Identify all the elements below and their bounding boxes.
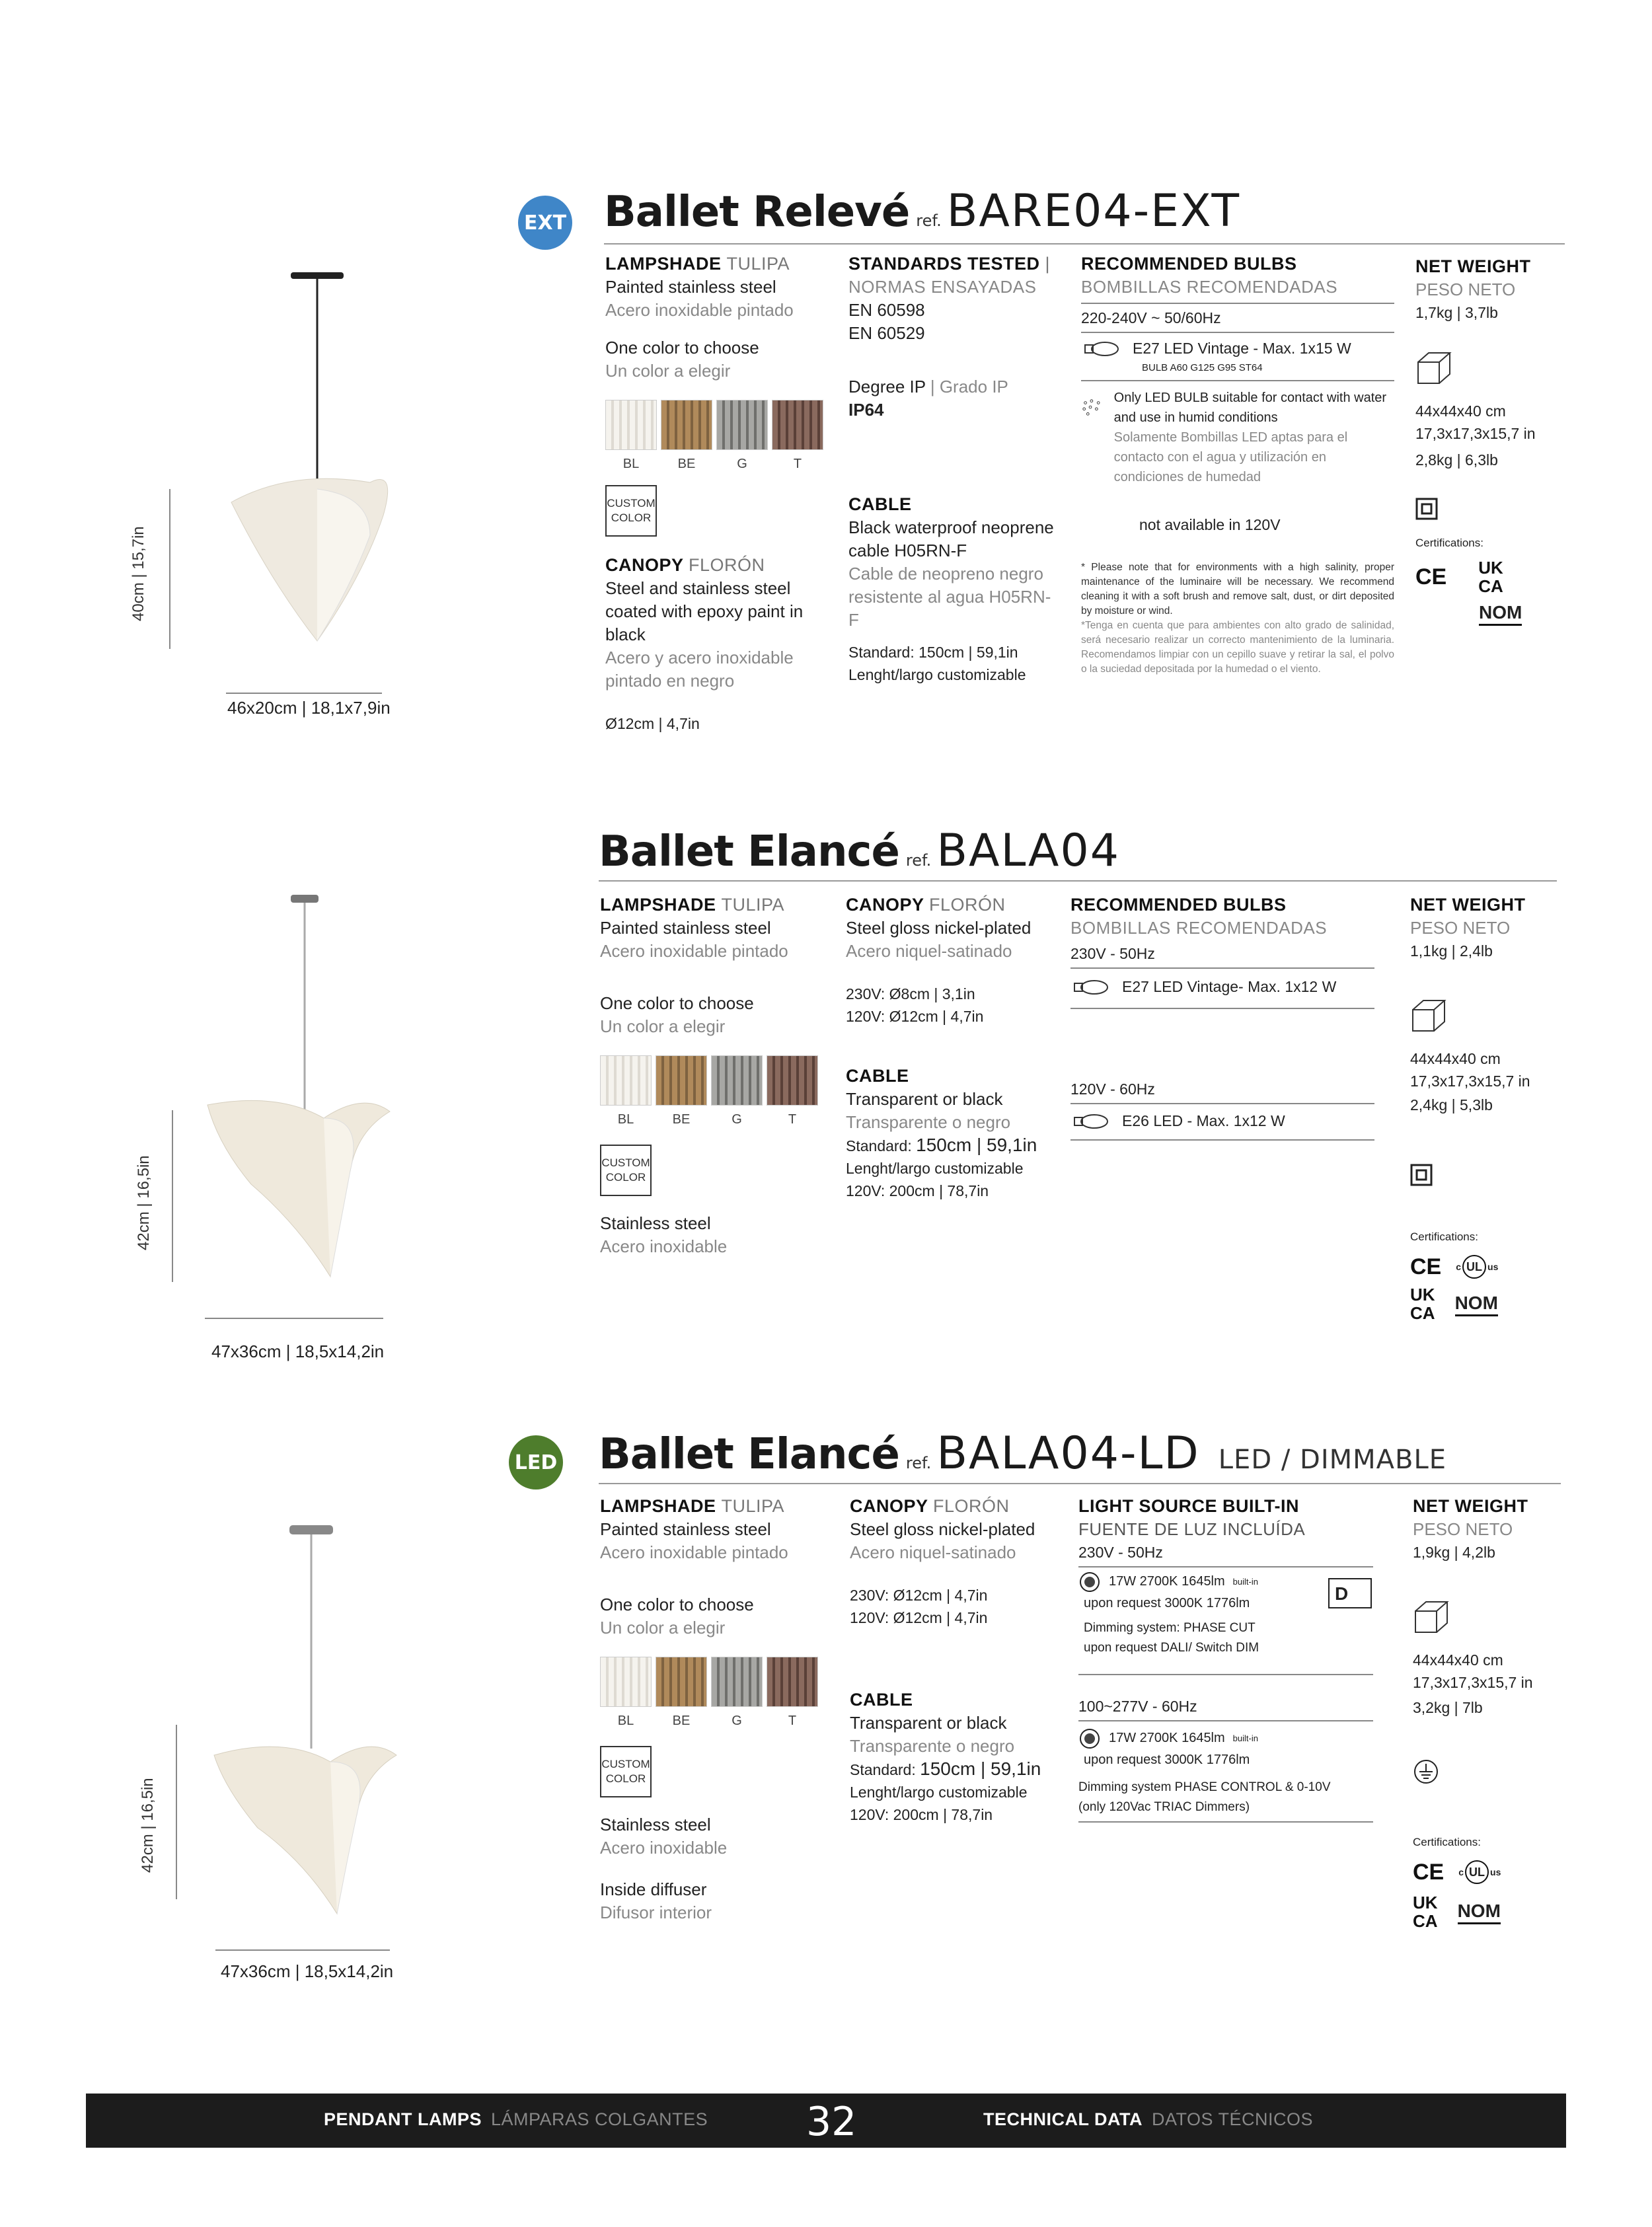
nom-mark-icon: NOM: [1479, 601, 1522, 626]
cable-standard-120: 120V: 200cm | 78,7in: [850, 1806, 993, 1823]
canopy-material-es: Acero y acero inoxidable pintado en negro: [605, 648, 794, 691]
led-spec-row: 17W 2700K 1645lm built-in: [1078, 1727, 1373, 1750]
swatch-white[interactable]: [600, 1055, 652, 1106]
cable-desc-es: Transparente o negro: [846, 1112, 1011, 1132]
cable-length: Lenght/largo customizable: [850, 1784, 1028, 1801]
cable-heading: CABLE: [848, 494, 912, 514]
ukca-mark-icon: UK CA: [1413, 1893, 1438, 1931]
class2-icon: [1415, 498, 1438, 520]
canopy-material: Steel and stainless steel coated with epoxy paint in black: [605, 578, 804, 644]
cable-desc: Transparent or black: [850, 1713, 1007, 1733]
diffuser-es: Difusor interior: [600, 1903, 712, 1922]
swatch-labels: BL BE G T: [617, 1714, 797, 1728]
cable-desc: Black waterproof neoprene cable H05RN-F: [848, 517, 1054, 560]
weight-col: [1410, 893, 1562, 1322]
color-swatches: [605, 400, 823, 450]
cul-us-mark-icon: c UL us: [1456, 1255, 1498, 1279]
box-weight: 2,8kg | 6,3lb: [1415, 451, 1498, 469]
color-choice-es: Un color a elegir: [605, 361, 731, 381]
canopy-heading: CANOPY FLORÓN: [846, 895, 1006, 915]
cable-heading: CABLE: [846, 1066, 909, 1086]
canopy-dim-230: 230V: Ø8cm | 3,1in: [846, 985, 975, 1002]
standard-1: EN 60598: [848, 300, 925, 320]
dimming-230: Dimming system: PHASE CUT: [1084, 1621, 1256, 1635]
cable-standard: Standard: 150cm | 59,1in: [850, 1758, 1041, 1779]
page-number: 32: [806, 2099, 857, 2145]
voltage: 220-240V ~ 50/60Hz: [1081, 309, 1221, 326]
ext-badge: EXT: [518, 196, 572, 250]
net-weight: 1,9kg | 4,2lb: [1413, 1544, 1495, 1561]
led-badge: LED: [509, 1435, 563, 1490]
cable-desc-es: Cable de neopreno negro resistente al agua H05RN-F: [848, 564, 1051, 630]
width-dimension: 46x20cm | 18,1x7,9in: [227, 698, 391, 718]
color-choice-es: Un color a elegir: [600, 1016, 726, 1036]
canopy-material: Steel gloss nickel-plated: [846, 918, 1032, 938]
title-rule: [599, 1483, 1561, 1484]
weight-heading: NET WEIGHT: [1415, 256, 1531, 276]
lampshade-heading: LAMPSHADE TULIPA: [605, 254, 790, 274]
salinity-note-es: *Tenga en cuenta que para ambientes con alto grado de salinidad, será necesario realizar un correcto mantenimiento de la luminaria. Recomendamos limpiar con un cepillo suave y retirar la sal, el polvo o la suciedad depositada por la humedad o el viento.: [1081, 620, 1394, 675]
bulbs-heading-es: BOMBILLAS RECOMENDADAS: [1070, 918, 1328, 938]
cable-length: Lenght/largo customizable: [846, 1160, 1024, 1177]
swatch-labels: BL BE G T: [617, 1112, 797, 1127]
swatch-grey[interactable]: [711, 1657, 763, 1707]
bulb-icon: [1070, 978, 1113, 997]
bulbs-heading: RECOMMENDED BULBS: [1081, 254, 1297, 274]
bulb-row: E27 LED Vintage - Max. 1x15 W: [1081, 337, 1394, 360]
height-dim-line: [176, 1725, 177, 1899]
width-dimension: 47x36cm | 18,5x14,2in: [221, 1961, 394, 1981]
weight-heading-es: PESO NETO: [1413, 1519, 1513, 1539]
cable-heading: CABLE: [850, 1690, 913, 1710]
dimming-230-alt: upon request DALI/ Switch DIM: [1084, 1641, 1259, 1655]
product-title: [604, 185, 1240, 237]
bulb-row: E27 LED Vintage- Max. 1x12 W: [1070, 975, 1374, 999]
product-code: BALA04: [936, 825, 1120, 877]
bulbs-heading-es: BOMBILLAS RECOMENDADAS: [1081, 277, 1338, 297]
product-name: Ballet Relevé: [604, 188, 910, 237]
certifications-label: Certifications:: [1410, 1230, 1478, 1243]
canopy-dim-230: 230V: Ø12cm | 4,7in: [850, 1587, 988, 1604]
lamp-image: [205, 1524, 416, 1920]
dali-badge-icon: D: [1328, 1578, 1372, 1608]
led-chip-icon: [1078, 1727, 1101, 1750]
color-choice: One color to choose: [605, 338, 759, 358]
color-choice-es: Un color a elegir: [600, 1618, 726, 1638]
cul-us-mark-icon: c UL us: [1458, 1860, 1501, 1884]
custom-color-option[interactable]: CUSTOM COLOR: [600, 1145, 652, 1196]
standards-col: [848, 252, 1060, 686]
color-choice: One color to choose: [600, 993, 754, 1013]
canopy-material-es: Acero niquel-satinado: [850, 1542, 1016, 1562]
net-weight: 1,7kg | 3,7lb: [1415, 304, 1498, 321]
title-rule: [599, 880, 1557, 882]
diffuser: Inside diffuser: [600, 1879, 707, 1899]
material: Painted stainless steel: [600, 918, 771, 938]
box-size: 44x44x40 cm: [1413, 1651, 1503, 1669]
net-weight: 1,1kg | 2,4lb: [1410, 942, 1493, 960]
canopy-dimension: Ø12cm | 4,7in: [605, 715, 700, 732]
bulb-icon: [1070, 1112, 1113, 1131]
custom-color-option[interactable]: CUSTOM COLOR: [600, 1746, 652, 1797]
height-dimension: 42cm | 16,5in: [139, 1778, 157, 1873]
lampshade-heading: LAMPSHADE TULIPA: [600, 895, 785, 915]
stainless-steel-es: Acero inoxidable: [600, 1236, 728, 1256]
swatch-beige[interactable]: [661, 400, 712, 450]
upon-request-230: upon request 3000K 1776lm: [1084, 1596, 1250, 1610]
stainless-steel: Stainless steel: [600, 1815, 711, 1834]
lampshade-heading: LAMPSHADE TULIPA: [600, 1496, 785, 1516]
led-spec-row: 17W 2700K 1645lm built-in: [1078, 1570, 1373, 1593]
swatch-white[interactable]: [600, 1657, 652, 1707]
voltage-120: 120V - 60Hz: [1070, 1080, 1155, 1098]
dimming-us-note: (only 120Vac TRIAC Dimmers): [1078, 1800, 1250, 1814]
swatch-terracotta[interactable]: [772, 400, 823, 450]
box-size-in: 17,3x17,3x15,7 in: [1413, 1674, 1533, 1691]
box-weight: 2,4kg | 5,3lb: [1410, 1096, 1493, 1114]
color-choice: One color to choose: [600, 1595, 754, 1614]
voltage-us: 100~277V - 60Hz: [1078, 1698, 1197, 1715]
lamp-image: [198, 893, 410, 1290]
canopy-dim-120: 120V: Ø12cm | 4,7in: [850, 1609, 988, 1626]
custom-color-option[interactable]: CUSTOM COLOR: [605, 485, 657, 537]
swatch-beige[interactable]: [656, 1657, 707, 1707]
light-source-col: [1078, 1495, 1373, 1825]
bulbs-heading: RECOMMENDED BULBS: [1070, 895, 1287, 915]
width-dimension: 47x36cm | 18,5x14,2in: [211, 1341, 385, 1361]
height-dimension: 42cm | 16,5in: [135, 1155, 153, 1250]
wet-note-es: Solamente Bombillas LED aptas para el contacto con el agua y utilización en condiciones de humedad: [1113, 430, 1348, 484]
weight-col: [1413, 1495, 1565, 1930]
wet-note: Only LED BULB suitable for contact with water and use in humid conditions: [1113, 391, 1387, 425]
canopy-material: Steel gloss nickel-plated: [850, 1519, 1035, 1539]
box-icon: [1415, 350, 1452, 386]
stainless-steel: Stainless steel: [600, 1213, 711, 1233]
bulbs-col: [1081, 252, 1394, 677]
color-swatches: [600, 1055, 818, 1106]
stainless-steel-es: Acero inoxidable: [600, 1838, 728, 1858]
width-dim-line: [205, 1318, 383, 1319]
ref-label: ref.: [905, 1454, 932, 1472]
box-size: 44x44x40 cm: [1415, 402, 1506, 420]
product-name: Ballet Elancé: [599, 827, 899, 876]
weight-heading-es: PESO NETO: [1410, 918, 1511, 938]
canopy-col: [850, 1495, 1068, 1826]
swatch-terracotta[interactable]: [767, 1055, 818, 1106]
certifications-label: Certifications:: [1415, 537, 1483, 549]
canopy-material-es: Acero niquel-satinado: [846, 941, 1012, 961]
box-size: 44x44x40 cm: [1410, 1050, 1501, 1067]
width-dim-line: [226, 693, 382, 694]
certifications-label: Certifications:: [1413, 1836, 1481, 1848]
light-source-heading: LIGHT SOURCE BUILT-IN: [1078, 1496, 1299, 1516]
ukca-mark-icon: UK CA: [1410, 1285, 1435, 1323]
material-es: Acero inoxidable pintado: [600, 1542, 788, 1562]
ce-mark-icon: CE: [1410, 1254, 1442, 1279]
width-dim-line: [215, 1949, 390, 1951]
swatch-grey[interactable]: [711, 1055, 763, 1106]
swatch-grey[interactable]: [716, 400, 768, 450]
cable-standard-120: 120V: 200cm | 78,7in: [846, 1182, 989, 1199]
weight-heading: NET WEIGHT: [1410, 895, 1526, 915]
standard-2: EN 60529: [848, 323, 925, 343]
canopy-heading: CANOPY FLORÓN: [850, 1496, 1010, 1516]
product-code: BARE04-EXT: [946, 185, 1241, 237]
standards-heading-es: NORMAS ENSAYADAS: [848, 277, 1037, 297]
height-dim-line: [169, 489, 170, 649]
material: Painted stainless steel: [600, 1519, 771, 1539]
bulbs-col: [1070, 893, 1374, 1143]
water-drops-icon: [1081, 388, 1104, 428]
material-es: Acero inoxidable pintado: [600, 941, 788, 961]
light-source-heading-es: FUENTE DE LUZ INCLUÍDA: [1078, 1519, 1306, 1539]
bulb-row: E26 LED - Max. 1x12 W: [1070, 1110, 1374, 1133]
earth-ground-icon: [1413, 1758, 1439, 1785]
box-icon: [1413, 1599, 1450, 1635]
box-size-in: 17,3x17,3x15,7 in: [1410, 1073, 1530, 1090]
cable-length: Lenght/largo customizable: [848, 666, 1026, 683]
bulb-types: BULB A60 G125 G95 ST64: [1142, 362, 1263, 373]
ref-label: ref.: [905, 851, 932, 870]
title-rule: [604, 243, 1565, 245]
salinity-note: * Please note that for environments with a high salinity, proper maintenance of the luminaire will be necessary. We recommend cleaning it with a soft brush and remove salt, dust, or dirt deposited by moisture or wind.: [1081, 562, 1394, 617]
lamp-image: [218, 271, 416, 667]
material-es: Acero inoxidable pintado: [605, 300, 794, 320]
footer-section-left: PENDANT LAMPS LÁMPARAS COLGANTES: [324, 2109, 708, 2129]
weight-heading-es: PESO NETO: [1415, 280, 1516, 299]
ref-label: ref.: [916, 211, 942, 230]
product-code: BALA04-LD: [936, 1427, 1200, 1480]
voltage-230: 230V - 50Hz: [1078, 1544, 1163, 1561]
box-icon: [1410, 998, 1447, 1034]
ce-mark-icon: CE: [1415, 564, 1447, 589]
upon-request-us: upon request 3000K 1776lm: [1084, 1753, 1250, 1767]
voltage-230: 230V - 50Hz: [1070, 945, 1155, 962]
ip-value: IP64: [848, 400, 884, 420]
cable-standard: Standard: 150cm | 59,1in: [846, 1135, 1037, 1155]
nom-mark-icon: NOM: [1458, 1899, 1501, 1924]
ce-mark-icon: CE: [1413, 1859, 1445, 1885]
footer-section-right: TECHNICAL DATA DATOS TÉCNICOS: [983, 2109, 1314, 2129]
cable-desc-es: Transparente o negro: [850, 1736, 1015, 1756]
nom-mark-icon: NOM: [1455, 1291, 1498, 1316]
product-name: Ballet Elancé: [599, 1430, 899, 1479]
bulb-icon: [1081, 340, 1123, 358]
class2-icon: [1410, 1164, 1433, 1186]
height-dimension: 40cm | 15,7in: [130, 526, 147, 621]
lampshade-col: [605, 252, 823, 735]
standards-heading: STANDARDS TESTED |: [848, 254, 1051, 274]
ip-label: Degree IP | Grado IP: [848, 377, 1008, 396]
box-size-in: 17,3x17,3x15,7 in: [1415, 425, 1536, 442]
height-dim-line: [172, 1110, 173, 1282]
box-weight: 3,2kg | 7lb: [1413, 1699, 1483, 1716]
swatch-white[interactable]: [605, 400, 657, 450]
product-subtitle: LED / DIMMABLE: [1218, 1445, 1447, 1475]
canopy-dim-120: 120V: Ø12cm | 4,7in: [846, 1008, 984, 1025]
product-title: [599, 1427, 1446, 1480]
product-title: [599, 825, 1120, 877]
swatch-terracotta[interactable]: [767, 1657, 818, 1707]
lampshade-col: [600, 893, 818, 1258]
canopy-heading: CANOPY FLORÓN: [605, 555, 765, 575]
swatch-beige[interactable]: [656, 1055, 707, 1106]
weight-heading: NET WEIGHT: [1413, 1496, 1528, 1516]
material: Painted stainless steel: [605, 277, 776, 297]
led-chip-icon: [1078, 1571, 1101, 1593]
ukca-mark-icon: UK CA: [1478, 558, 1503, 596]
weight-col: [1415, 255, 1567, 626]
cable-desc: Transparent or black: [846, 1089, 1003, 1109]
lampshade-col: [600, 1495, 818, 1924]
page-footer: [86, 2094, 1566, 2148]
swatch-labels: BL BE G T: [622, 457, 802, 471]
color-swatches: [600, 1657, 818, 1707]
cable-standard: Standard: 150cm | 59,1in: [848, 644, 1018, 661]
canopy-col: [846, 893, 1064, 1202]
dimming-us: Dimming system PHASE CONTROL & 0-10V: [1078, 1780, 1331, 1794]
not-available-note: not available in 120V: [1139, 516, 1281, 533]
